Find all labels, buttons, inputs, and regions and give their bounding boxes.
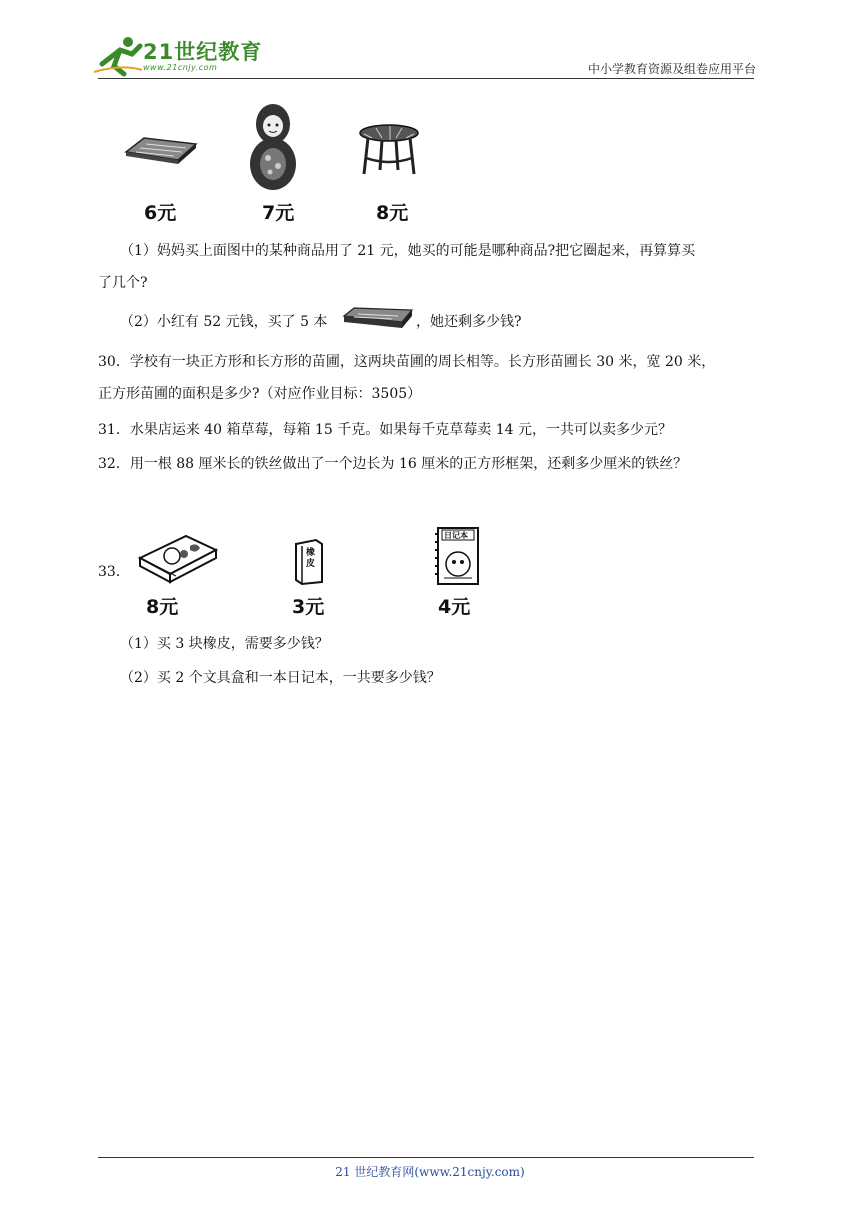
book-icon	[122, 130, 198, 170]
price-stool: 8元	[376, 202, 409, 224]
q33-sub2: （2）买 2 个文具盒和一本日记本，一共要多少钱？	[120, 670, 441, 686]
header-platform: 中小学教育资源及组卷应用平台	[587, 62, 756, 76]
price-doll: 7元	[262, 202, 295, 224]
q32-text: 32．用一根 88 厘米长的铁丝做出了一个边长为 16 厘米的正方形框架，还剩多少厘米的铁丝？	[98, 456, 688, 472]
q31-text: 31．水果店运来 40 箱草莓，每箱 15 千克。如果每千克草莓卖 14 元，一共可以卖多少元？	[98, 422, 672, 438]
book-inline-icon	[342, 306, 414, 330]
q33-sub1: （1）买 3 块橡皮，需要多少钱？	[120, 636, 329, 652]
q29-sub2-before: （2）小红有 52 元钱，买了 5 本	[120, 314, 328, 330]
header-divider	[98, 78, 754, 79]
matryoshka-doll-icon	[248, 100, 298, 192]
stool-icon	[358, 124, 420, 176]
footer-divider	[98, 1157, 754, 1158]
price-pencil-case: 8元	[146, 596, 179, 618]
logo-url: www.21cnjy.com	[143, 63, 218, 72]
price-book: 6元	[144, 202, 177, 224]
diary-label: 日记本	[444, 531, 468, 540]
q29-sub1-line2: 了几个?	[98, 275, 148, 291]
pencil-case-icon	[136, 528, 218, 584]
price-eraser: 3元	[292, 596, 325, 618]
logo-title: 21世纪教育	[143, 40, 263, 64]
footer-text: 21 世纪教育网(www.21cnjy.com)	[335, 1165, 525, 1179]
q33-number: 33．	[98, 564, 130, 580]
q30-line1: 30．学校有一块正方形和长方形的苗圃，这两块苗圃的周长相等。长方形苗圃长 30 米，宽 20 米，	[98, 354, 716, 370]
eraser-label: 橡皮	[306, 548, 316, 569]
price-diary: 4元	[438, 596, 471, 618]
q30-line2: 正方形苗圃的面积是多少?（对应作业目标：3505）	[98, 386, 422, 402]
q29-sub1-line1: （1）妈妈买上面图中的某种商品用了 21 元，她买的可能是哪种商品?把它圈起来，再算算买	[120, 243, 696, 259]
q29-sub2-after: ，她还剩多少钱?	[416, 314, 522, 330]
